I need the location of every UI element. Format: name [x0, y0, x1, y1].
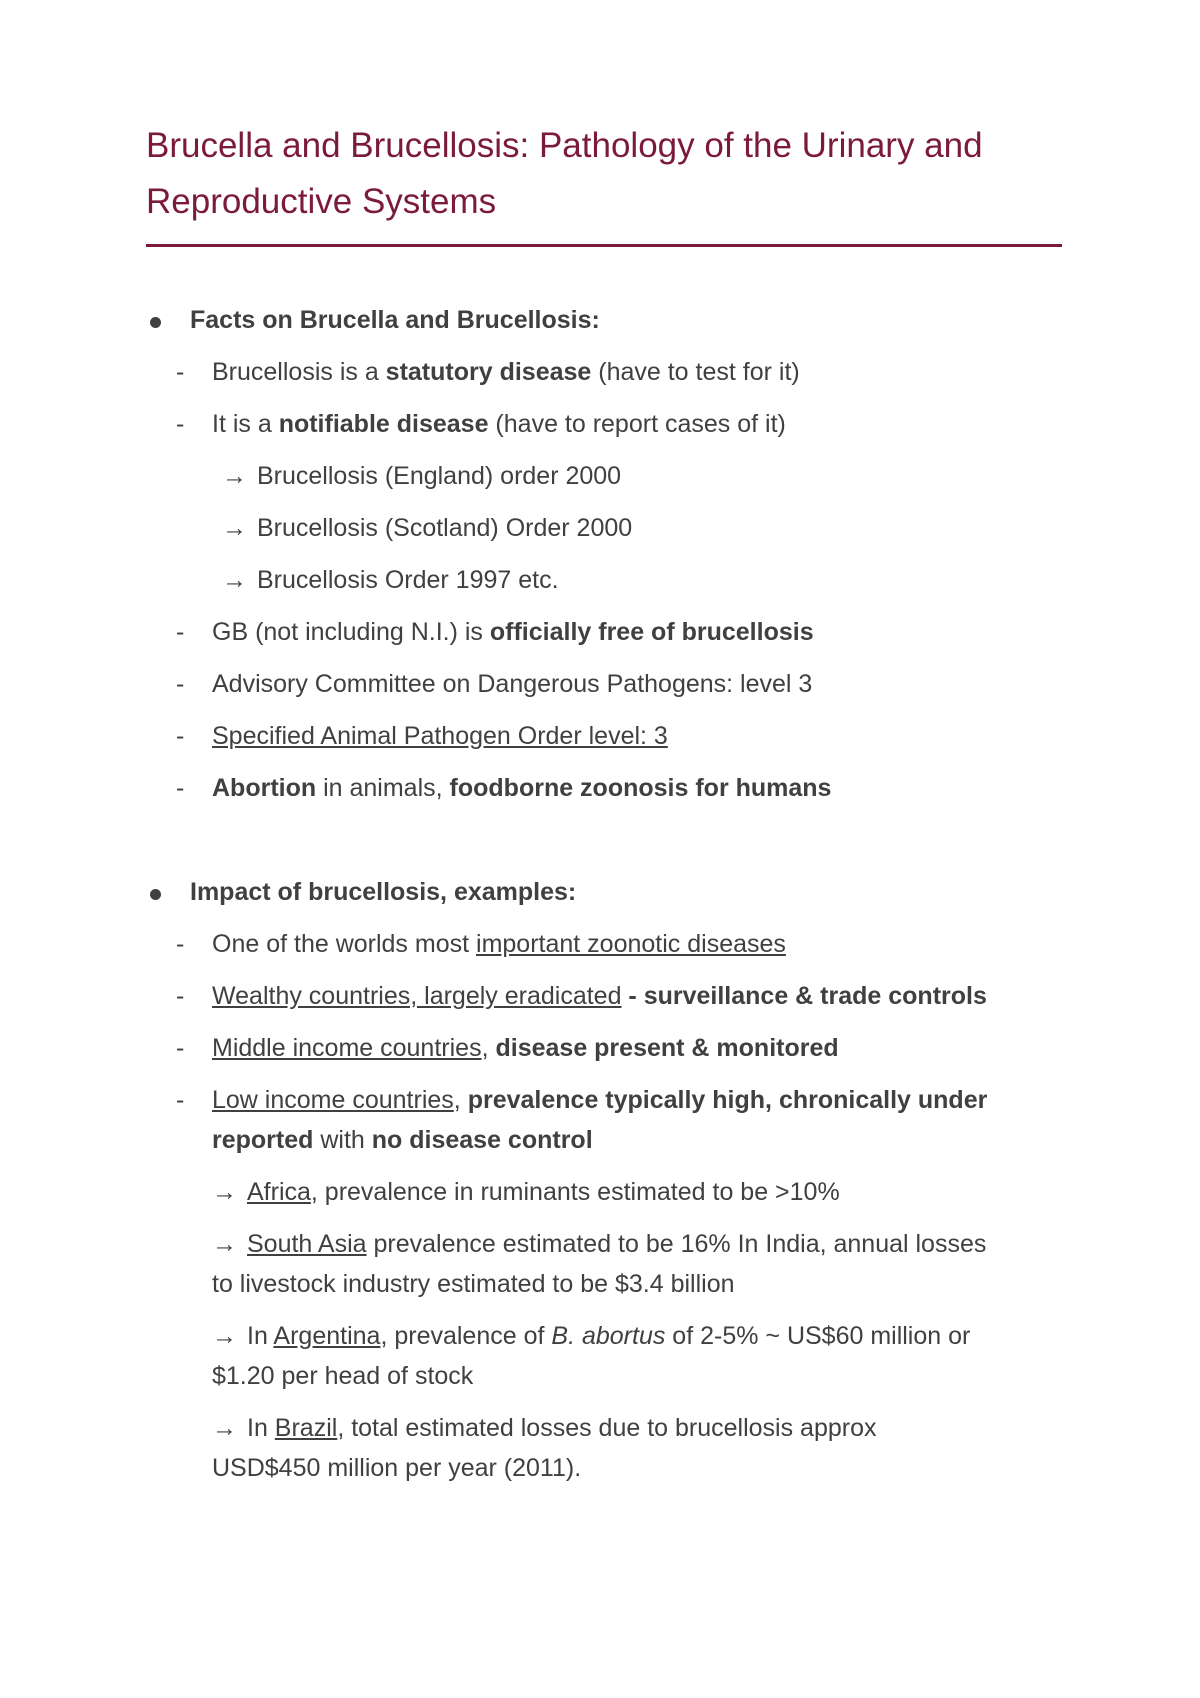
list-item: Wealthy countries, largely eradicated - surveillance & trade controls: [212, 982, 987, 1010]
arrow-right-icon: →: [212, 1322, 237, 1350]
dash-marker: -: [176, 1086, 185, 1114]
list-item: Middle income countries, disease present & monitored: [212, 1034, 839, 1062]
section-heading-facts: Facts on Brucella and Brucellosis:: [190, 306, 600, 334]
arrow-right-icon: →: [222, 566, 247, 594]
sub-item: → In Argentina, prevalence of B. abortus of 2-5% ~ US$60 million or: [212, 1322, 971, 1350]
dash-marker: -: [176, 722, 185, 750]
dash-marker: -: [176, 670, 185, 698]
list-item: Brucellosis is a statutory disease (have to test for it): [212, 358, 800, 386]
sub-item: → Brucellosis (Scotland) Order 2000: [222, 514, 633, 542]
sub-item-continuation: USD$450 million per year (2011).: [212, 1454, 582, 1482]
arrow-right-icon: →: [212, 1230, 237, 1258]
arrow-right-icon: →: [222, 514, 247, 542]
sub-item: → Brucellosis (England) order 2000: [222, 462, 622, 490]
list-item-continuation: reported with no disease control: [212, 1126, 593, 1154]
dash-marker: -: [176, 774, 185, 802]
list-item: Low income countries, prevalence typically high, chronically under: [212, 1086, 988, 1114]
list-item: It is a notifiable disease (have to report cases of it): [212, 410, 786, 438]
sub-item-continuation: to livestock industry estimated to be $3.4 billion: [212, 1270, 735, 1298]
list-item: Abortion in animals, foodborne zoonosis for humans: [212, 774, 832, 802]
dash-marker: -: [176, 410, 185, 438]
dash-marker: -: [176, 358, 185, 386]
list-item: One of the worlds most important zoonotic diseases: [212, 930, 786, 958]
sub-item: → Africa, prevalence in ruminants estimated to be >10%: [212, 1178, 840, 1206]
list-item: Advisory Committee on Dangerous Pathogens: level 3: [212, 670, 813, 698]
dash-marker: -: [176, 618, 185, 646]
sub-item-continuation: $1.20 per head of stock: [212, 1362, 474, 1390]
bullet-icon: [150, 889, 161, 900]
page-title: Brucella and Brucellosis: Pathology of the Urinary and Reproductive Systems: [146, 126, 983, 221]
section-heading-impact: Impact of brucellosis, examples:: [190, 878, 577, 906]
sub-item: → South Asia prevalence estimated to be 16% In India, annual losses: [212, 1230, 987, 1258]
dash-marker: -: [176, 930, 185, 958]
dash-marker: -: [176, 1034, 185, 1062]
arrow-right-icon: →: [212, 1414, 237, 1442]
arrow-right-icon: →: [212, 1178, 237, 1206]
arrow-right-icon: →: [222, 462, 247, 490]
bullet-icon: [150, 317, 161, 328]
sub-item: → In Brazil, total estimated losses due to brucellosis approx: [212, 1414, 877, 1442]
list-item: GB (not including N.I.) is officially free of brucellosis: [212, 618, 814, 646]
dash-marker: -: [176, 982, 185, 1010]
title-divider: [146, 244, 1062, 247]
sub-item: → Brucellosis Order 1997 etc.: [222, 566, 559, 594]
list-item: Specified Animal Pathogen Order level: 3: [212, 722, 668, 750]
